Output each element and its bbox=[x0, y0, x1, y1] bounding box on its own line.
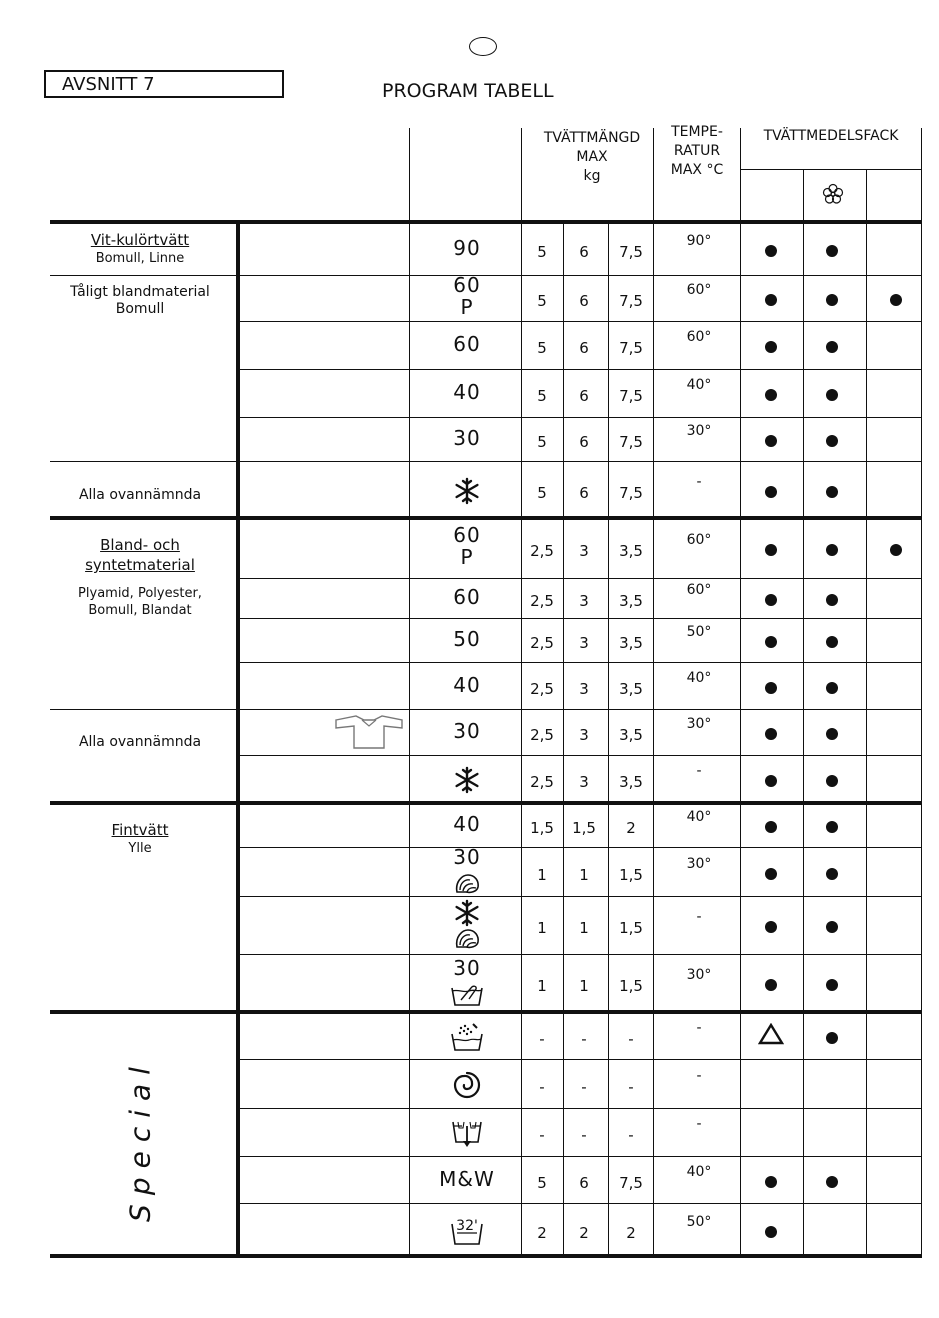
temperature-value: 40° bbox=[686, 809, 712, 825]
load-value: 2,5 bbox=[530, 634, 554, 652]
detergent-dot bbox=[826, 544, 838, 556]
load-value: 1 bbox=[537, 977, 547, 995]
load-value: 1 bbox=[579, 865, 589, 884]
load-value: 7,5 bbox=[619, 1173, 643, 1192]
load-value: 2,5 bbox=[530, 679, 554, 698]
spin-icon bbox=[452, 1070, 482, 1100]
temperature-value: - bbox=[696, 473, 702, 490]
load-value: 2 bbox=[579, 1223, 589, 1242]
detergent-dot bbox=[826, 636, 838, 648]
detergent-dot bbox=[826, 728, 838, 740]
section-fin-title: Fintvätt bbox=[111, 821, 169, 839]
temperature-value: 40° bbox=[686, 669, 712, 686]
load-value: 1,5 bbox=[619, 865, 643, 884]
snowflake-icon bbox=[453, 766, 481, 794]
program-number: 50 bbox=[453, 627, 481, 651]
detergent-dot bbox=[826, 1032, 838, 1044]
detergent-dot bbox=[826, 682, 838, 694]
detergent-dot bbox=[765, 341, 777, 353]
detergent-dot bbox=[765, 245, 777, 257]
load-value: 3 bbox=[579, 634, 589, 652]
language-badge bbox=[469, 37, 497, 56]
temperature-value: 60° bbox=[686, 282, 712, 298]
program-number: 30 bbox=[453, 426, 481, 450]
wool-icon bbox=[454, 872, 480, 894]
load-value: 2,5 bbox=[530, 542, 554, 560]
load-value: 1 bbox=[579, 919, 589, 937]
load-value: 3 bbox=[579, 726, 589, 744]
drain-icon bbox=[450, 1118, 484, 1148]
detergent-dot bbox=[765, 1176, 777, 1188]
detergent-dot bbox=[765, 868, 777, 880]
load-header-line3: kg bbox=[583, 168, 601, 184]
detergent-dot bbox=[765, 775, 777, 787]
section-bland-sub bbox=[50, 585, 230, 619]
temperature-value: 50° bbox=[686, 624, 712, 640]
program-letter: P bbox=[460, 545, 474, 569]
detergent-dot bbox=[826, 435, 838, 447]
load-value: - bbox=[581, 1029, 587, 1048]
section-bland-other: Alla ovannämnda bbox=[78, 734, 202, 750]
program-number: 60 bbox=[453, 523, 481, 547]
section-vit-other: Alla ovannämnda bbox=[78, 487, 202, 503]
temperature-value: 90° bbox=[686, 232, 712, 249]
load-header-line1: TVÄTTMÄNGD bbox=[543, 130, 641, 146]
section-vit-sub2 bbox=[50, 284, 230, 318]
detergent-dot bbox=[826, 389, 838, 401]
detergent-dot bbox=[826, 775, 838, 787]
flower-icon bbox=[822, 183, 844, 205]
load-header bbox=[522, 129, 662, 186]
rinse-icon bbox=[449, 1022, 485, 1052]
load-value: 1,5 bbox=[619, 919, 643, 937]
load-value: - bbox=[628, 1029, 634, 1048]
program-number: 30 bbox=[453, 844, 481, 869]
detergent-header: TVÄTTMEDELSFACK bbox=[763, 128, 899, 144]
detergent-dot bbox=[765, 294, 777, 306]
load-value: 5 bbox=[537, 387, 547, 405]
load-value: 5 bbox=[537, 242, 547, 261]
section-special-label: Special bbox=[123, 1058, 157, 1222]
triangle-icon bbox=[758, 1023, 784, 1045]
detergent-dot bbox=[826, 921, 838, 933]
load-value: 5 bbox=[537, 483, 547, 502]
load-value: - bbox=[539, 1029, 545, 1048]
load-value: 3 bbox=[579, 592, 589, 610]
detergent-dot bbox=[890, 544, 902, 556]
section-bland-sub2: Bomull, Blandat bbox=[88, 603, 192, 618]
temperature-value: - bbox=[696, 1019, 702, 1036]
load-value: 6 bbox=[579, 483, 589, 502]
load-value: 1 bbox=[579, 977, 589, 995]
section-vit-sub2-line2: Bomull bbox=[115, 301, 165, 317]
load-value: 3,5 bbox=[619, 679, 643, 698]
snowflake-icon bbox=[453, 899, 481, 927]
load-value: 3,5 bbox=[619, 773, 643, 791]
load-value: 3,5 bbox=[619, 542, 643, 560]
load-value: - bbox=[581, 1126, 587, 1144]
program-number: 40 bbox=[453, 672, 481, 697]
detergent-dot bbox=[765, 979, 777, 991]
load-value: - bbox=[539, 1077, 545, 1096]
load-value: - bbox=[628, 1077, 634, 1096]
temp-header-line1: TEMPE- bbox=[671, 124, 723, 140]
detergent-dot bbox=[890, 294, 902, 306]
handwash-icon bbox=[449, 980, 485, 1008]
load-value: 2 bbox=[626, 819, 636, 837]
temperature-value: - bbox=[696, 909, 702, 925]
load-value: 3,5 bbox=[619, 726, 643, 744]
temperature-value: 50° bbox=[686, 1213, 712, 1230]
load-value: 1,5 bbox=[530, 819, 554, 837]
load-value: 3 bbox=[579, 773, 589, 791]
load-value: 6 bbox=[579, 1173, 589, 1192]
program-number: M&W bbox=[439, 1166, 495, 1191]
detergent-dot bbox=[826, 979, 838, 991]
section-vit bbox=[50, 230, 230, 267]
section-vit-sub2-line1: Tåligt blandmaterial bbox=[70, 284, 210, 300]
section-label: AVSNITT 7 bbox=[44, 70, 284, 98]
detergent-dot bbox=[765, 921, 777, 933]
load-value: 1 bbox=[537, 919, 547, 937]
section-bland-title2: syntetmaterial bbox=[85, 556, 195, 574]
load-value: 2,5 bbox=[530, 773, 554, 791]
load-header-line2: MAX bbox=[576, 149, 608, 165]
section-fin bbox=[50, 820, 230, 857]
load-value: - bbox=[628, 1126, 634, 1144]
load-value: 1,5 bbox=[619, 977, 643, 995]
load-value: 7,5 bbox=[619, 483, 643, 502]
detergent-dot bbox=[826, 486, 838, 498]
temperature-value: 40° bbox=[686, 377, 712, 393]
program-number: 40 bbox=[453, 812, 481, 836]
temperature-value: - bbox=[696, 1116, 702, 1132]
program-number: 30 bbox=[453, 956, 481, 980]
load-value: 6 bbox=[579, 242, 589, 261]
detergent-dot bbox=[826, 868, 838, 880]
load-value: 3 bbox=[579, 679, 589, 698]
load-value: 5 bbox=[537, 1173, 547, 1192]
load-value: 1 bbox=[537, 865, 547, 884]
program-number: 30 bbox=[453, 719, 481, 743]
section-bland-title1: Bland- och bbox=[100, 536, 180, 554]
load-value: 2,5 bbox=[530, 726, 554, 744]
temperature-value: 60° bbox=[686, 532, 712, 548]
section-fin-sub: Ylle bbox=[128, 841, 152, 856]
load-value: 2 bbox=[626, 1223, 636, 1242]
load-value: 3,5 bbox=[619, 592, 643, 610]
temperature-value: - bbox=[696, 763, 702, 779]
program-number: 40 bbox=[453, 380, 481, 404]
load-value: - bbox=[581, 1077, 587, 1096]
temperature-value: 60° bbox=[686, 582, 712, 598]
detergent-dot bbox=[765, 636, 777, 648]
detergent-dot bbox=[826, 594, 838, 606]
temp-header bbox=[653, 123, 741, 180]
load-value: 5 bbox=[537, 292, 547, 310]
load-value: 7,5 bbox=[619, 433, 643, 451]
snowflake-icon bbox=[453, 477, 481, 505]
load-value: 2 bbox=[537, 1223, 547, 1242]
detergent-dot bbox=[765, 544, 777, 556]
detergent-dot bbox=[826, 821, 838, 833]
load-value: 7,5 bbox=[619, 387, 643, 405]
load-value: 6 bbox=[579, 387, 589, 405]
section-bland-sub1: Plyamid, Polyester, bbox=[78, 586, 202, 601]
temp-header-line2: RATUR bbox=[673, 143, 721, 159]
detergent-dot bbox=[765, 594, 777, 606]
temperature-value: 30° bbox=[686, 716, 712, 732]
temperature-value: 60° bbox=[686, 329, 712, 345]
section-vit-sub: Bomull, Linne bbox=[95, 251, 185, 266]
detergent-dot bbox=[826, 1176, 838, 1188]
detergent-dot bbox=[765, 435, 777, 447]
quick32-icon bbox=[448, 1214, 486, 1248]
section-vit-title: Vit-kulörtvätt bbox=[90, 231, 190, 249]
program-number: 60 bbox=[453, 585, 481, 609]
program-number: 60 bbox=[453, 273, 481, 297]
temp-header-line3: MAX °C bbox=[670, 162, 724, 178]
page-title: PROGRAM TABELL bbox=[382, 80, 554, 102]
detergent-dot bbox=[765, 728, 777, 740]
temperature-value: 40° bbox=[686, 1163, 712, 1180]
program-number: 90 bbox=[453, 235, 481, 260]
load-value: 2,5 bbox=[530, 592, 554, 610]
load-value: 3,5 bbox=[619, 634, 643, 652]
temperature-value: 30° bbox=[686, 855, 712, 872]
temperature-value: 30° bbox=[686, 967, 712, 983]
temperature-value: - bbox=[696, 1067, 702, 1084]
load-value: 1,5 bbox=[572, 819, 596, 837]
load-value: 6 bbox=[579, 339, 589, 357]
detergent-dot bbox=[765, 389, 777, 401]
shirt-icon bbox=[334, 714, 404, 750]
svg-text:32': 32' bbox=[456, 1217, 478, 1234]
load-value: 3 bbox=[579, 542, 589, 560]
load-value: 7,5 bbox=[619, 242, 643, 261]
program-letter: P bbox=[460, 295, 474, 319]
load-value: 6 bbox=[579, 292, 589, 310]
detergent-dot bbox=[765, 682, 777, 694]
load-value: - bbox=[539, 1126, 545, 1144]
wool-icon bbox=[454, 927, 480, 949]
detergent-dot bbox=[765, 486, 777, 498]
detergent-dot bbox=[826, 294, 838, 306]
load-value: 5 bbox=[537, 339, 547, 357]
program-number: 60 bbox=[453, 332, 481, 356]
load-value: 6 bbox=[579, 433, 589, 451]
detergent-dot bbox=[826, 341, 838, 353]
detergent-dot bbox=[765, 821, 777, 833]
detergent-dot bbox=[826, 245, 838, 257]
load-value: 5 bbox=[537, 433, 547, 451]
load-value: 7,5 bbox=[619, 339, 643, 357]
section-bland bbox=[50, 535, 230, 575]
detergent-dot bbox=[765, 1226, 777, 1238]
load-value: 7,5 bbox=[619, 292, 643, 310]
temperature-value: 30° bbox=[686, 423, 712, 439]
